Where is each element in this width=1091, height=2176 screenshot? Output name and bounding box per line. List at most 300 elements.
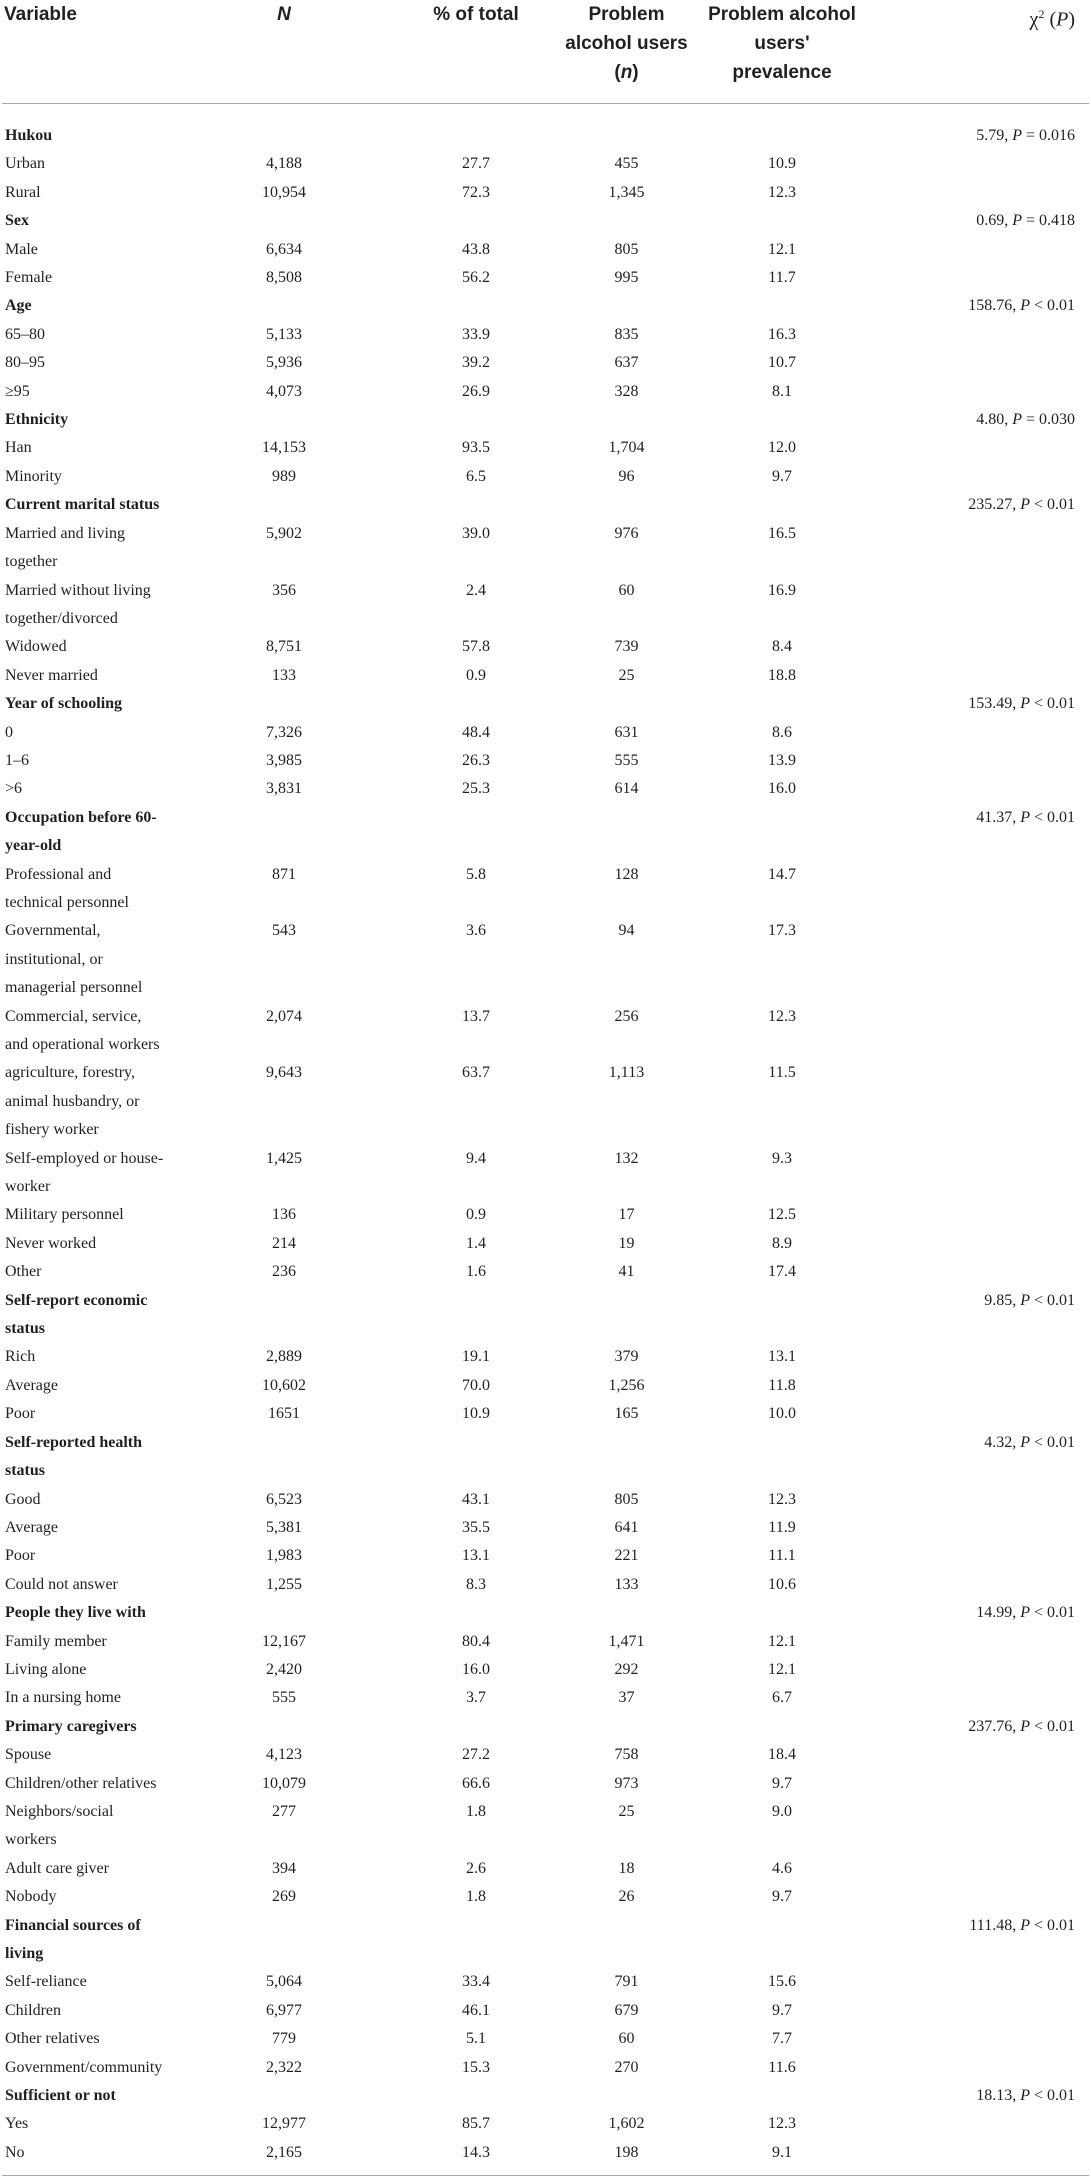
- group-row: [2, 804, 1089, 861]
- cell-prevalence: 12.3: [768, 1490, 796, 1508]
- table-row: [2, 1770, 1089, 1798]
- empty-cell: [702, 2082, 862, 2110]
- cell-chi: [862, 747, 1089, 775]
- cell-chi: [862, 1486, 1089, 1514]
- cell-prevalence: 7.7: [772, 2030, 792, 2048]
- cell-chi: [862, 2054, 1089, 2082]
- group-row: [2, 2082, 1089, 2110]
- empty-cell: [401, 2082, 551, 2110]
- cell-chi: [862, 577, 1089, 634]
- cell-users: 379: [614, 1348, 639, 1366]
- row-label: Poor: [5, 1547, 36, 1565]
- empty-cell: [702, 207, 862, 235]
- cell-pct: 6.5: [466, 467, 486, 485]
- cell-n: 3,831: [266, 780, 302, 798]
- cell-users: 1,345: [608, 183, 645, 201]
- cell-users: 1,602: [608, 2115, 645, 2133]
- table-row: [2, 861, 1089, 918]
- cell-prevalence: 9.3: [772, 1149, 792, 1167]
- cell-pct: 39.2: [462, 354, 490, 372]
- empty-cell: [551, 2082, 702, 2110]
- row-label: Governmental, institutional, or managerial personnel: [5, 922, 143, 997]
- cell-users: 1,113: [608, 1064, 645, 1082]
- cell-prevalence: 9.7: [772, 1774, 792, 1792]
- cell-chi: [862, 463, 1089, 491]
- cell-chi: [862, 1400, 1089, 1428]
- cell-prevalence: 8.4: [772, 638, 792, 656]
- empty-cell: [551, 491, 702, 519]
- table-row: [2, 633, 1089, 661]
- cell-n: 1,983: [266, 1547, 302, 1565]
- cell-users: 614: [614, 780, 639, 798]
- table-row: [2, 2139, 1089, 2176]
- table-row: [2, 747, 1089, 775]
- cell-users: 132: [614, 1149, 639, 1167]
- cell-prevalence: 12.5: [768, 1206, 796, 1224]
- row-label: Urban: [5, 155, 45, 173]
- cell-n: 5,133: [266, 325, 302, 343]
- row-label: Adult care giver: [5, 1859, 109, 1877]
- cell-prevalence: 12.3: [768, 1007, 796, 1025]
- empty-cell: [401, 1429, 551, 1486]
- cell-chi: [862, 917, 1089, 1002]
- cell-users: 835: [614, 325, 639, 343]
- group-chi-square: 9.85, P < 0.01: [984, 1291, 1075, 1309]
- empty-cell: [551, 1429, 702, 1486]
- empty-cell: [167, 406, 401, 434]
- cell-pct: 1.8: [466, 1888, 486, 1906]
- cell-n: 5,381: [266, 1518, 302, 1536]
- row-label: No: [2, 2139, 167, 2176]
- group-name: Year of schooling: [5, 695, 123, 713]
- empty-cell: [167, 690, 401, 718]
- empty-cell: [551, 122, 702, 150]
- cell-chi: [862, 150, 1089, 178]
- cell-n: 2,074: [266, 1007, 302, 1025]
- cell-n: 543: [272, 922, 296, 940]
- group-name: Hukou: [5, 127, 53, 144]
- row-label: Minority: [5, 467, 62, 485]
- cell-prevalence: 6.7: [772, 1689, 792, 1707]
- cell-users: 37: [618, 1689, 635, 1707]
- cell-pct: 10.9: [462, 1405, 490, 1423]
- cell-pct: 43.1: [462, 1490, 490, 1508]
- cell-pct: 19.1: [462, 1348, 490, 1366]
- group-chi-square: 4.80, P = 0.030: [976, 411, 1075, 429]
- table-row: [2, 349, 1089, 377]
- cell-prevalence: 10.6: [768, 1575, 796, 1593]
- empty-cell: [167, 207, 401, 235]
- cell-chi: [862, 1258, 1089, 1286]
- group-chi-square: 111.48, P < 0.01: [969, 1916, 1075, 1934]
- table-row: [2, 1798, 1089, 1855]
- cell-chi: [862, 378, 1089, 406]
- row-label: Other relatives: [5, 2030, 100, 2048]
- row-label: Other: [5, 1263, 42, 1281]
- cell-chi: [862, 236, 1089, 264]
- cell-pct: 5.8: [466, 865, 486, 883]
- cell-users: 679: [614, 2001, 639, 2019]
- cell-n: 136: [272, 1206, 296, 1224]
- cell-chi: [862, 1003, 1089, 1060]
- cell-pct: 80.4: [462, 1632, 490, 1650]
- cell-n: 1651: [268, 1405, 300, 1423]
- table-row: [2, 1542, 1089, 1570]
- group-row: [2, 1713, 1089, 1741]
- row-label: 80–95: [5, 354, 45, 372]
- group-name: People they live with: [5, 1604, 146, 1622]
- empty-cell: [702, 1429, 862, 1486]
- cell-chi: [862, 662, 1089, 690]
- cell-pct: 9.4: [466, 1149, 486, 1167]
- cell-chi: [862, 1656, 1089, 1684]
- row-label: ≥95: [5, 382, 30, 400]
- cell-chi: [862, 2139, 1089, 2176]
- empty-cell: [702, 804, 862, 861]
- table-row: [2, 1059, 1089, 1144]
- cell-n: 1,425: [266, 1149, 302, 1167]
- cell-chi: [862, 2025, 1089, 2053]
- cell-n: 2,322: [266, 2058, 302, 2076]
- empty-cell: [167, 491, 401, 519]
- cell-prevalence: 9.7: [772, 2001, 792, 2019]
- cell-users: 805: [614, 240, 639, 258]
- cell-users: 25: [618, 666, 635, 684]
- table-row: [2, 236, 1089, 264]
- cell-prevalence: 18.4: [768, 1746, 796, 1764]
- cell-prevalence: 11.7: [768, 269, 796, 287]
- cell-pct: 13.7: [462, 1007, 490, 1025]
- empty-cell: [702, 491, 862, 519]
- table-row: [2, 719, 1089, 747]
- empty-cell: [551, 690, 702, 718]
- table-row: [2, 775, 1089, 803]
- group-name: Financial sources of living: [5, 1916, 141, 1962]
- group-name: Sex: [5, 212, 29, 230]
- cell-prevalence: 9.7: [772, 467, 792, 485]
- row-label: Female: [5, 269, 53, 287]
- cell-n: 1,255: [266, 1575, 302, 1593]
- cell-prevalence: 8.9: [772, 1234, 792, 1252]
- table-row: [2, 1514, 1089, 1542]
- group-chi-square: 5.79, P = 0.016: [976, 127, 1075, 144]
- empty-cell: [167, 1599, 401, 1627]
- row-label: Rural: [5, 183, 41, 201]
- group-name: Sufficient or not: [5, 2087, 116, 2105]
- table-row: [2, 662, 1089, 690]
- cell-chi: [862, 1628, 1089, 1656]
- table-row: [2, 2025, 1089, 2053]
- group-chi-square: 41.37, P < 0.01: [976, 808, 1075, 826]
- cell-n: 2,420: [266, 1660, 302, 1678]
- empty-cell: [401, 1287, 551, 1344]
- empty-cell: [167, 804, 401, 861]
- group-name: Primary caregivers: [5, 1717, 137, 1735]
- group-name: Ethnicity: [5, 411, 69, 429]
- table-row: [2, 1230, 1089, 1258]
- group-name: Age: [5, 297, 32, 315]
- cell-users: 805: [614, 1490, 639, 1508]
- empty-cell: [401, 207, 551, 235]
- cell-pct: 5.1: [466, 2030, 486, 2048]
- cell-prevalence: 17.4: [768, 1263, 796, 1281]
- row-label: Children/other relatives: [5, 1774, 157, 1792]
- cell-chi: [862, 1798, 1089, 1855]
- cell-pct: 63.7: [462, 1064, 490, 1082]
- cell-prevalence: 14.7: [768, 865, 796, 883]
- cell-pct: 57.8: [462, 638, 490, 656]
- empty-cell: [551, 406, 702, 434]
- cell-chi: [862, 1997, 1089, 2025]
- empty-cell: [551, 1912, 702, 1969]
- table-row: [2, 179, 1089, 207]
- row-label: Average: [5, 1518, 58, 1536]
- table-row: [2, 434, 1089, 462]
- table-row: [2, 1656, 1089, 1684]
- cell-users: 133: [614, 1575, 639, 1593]
- cell-prevalence: 12.1: [768, 1632, 796, 1650]
- table-row: [2, 150, 1089, 178]
- cell-users: 26: [618, 1888, 635, 1906]
- group-chi-square: 153.49, P < 0.01: [968, 695, 1075, 713]
- table-row: [2, 1145, 1089, 1202]
- table-row: [2, 1486, 1089, 1514]
- group-name: Occupation before 60-year-old: [5, 808, 157, 855]
- cell-users: 1,256: [608, 1376, 645, 1394]
- spacer-row: [2, 104, 1089, 123]
- table-row: [2, 1258, 1089, 1286]
- table-row: [2, 1571, 1089, 1599]
- cell-users: 60: [618, 2030, 635, 2048]
- empty-cell: [167, 1287, 401, 1344]
- cell-n: 10,079: [262, 1774, 306, 1792]
- cell-prevalence: 9.0: [772, 1802, 792, 1820]
- cell-n: 989: [272, 467, 296, 485]
- cell-chi: [862, 1230, 1089, 1258]
- cell-pct: 3.6: [466, 922, 486, 940]
- row-label: Could not answer: [5, 1575, 118, 1593]
- cell-n: 10,954: [262, 183, 306, 201]
- group-chi-square: 14.99, P < 0.01: [976, 1604, 1075, 1622]
- cell-pct: 26.3: [462, 751, 490, 769]
- table-row: [2, 264, 1089, 292]
- cell-chi: [862, 1372, 1089, 1400]
- cell-prevalence: 12.3: [768, 183, 796, 201]
- cell-prevalence: 16.9: [768, 581, 796, 599]
- cell-pct: 93.5: [462, 439, 490, 457]
- cell-pct: 16.0: [462, 1660, 490, 1678]
- header-prevalence: Problem alcohol users' prevalence: [702, 0, 862, 104]
- cell-chi: [862, 1883, 1089, 1911]
- cell-users: 292: [614, 1660, 639, 1678]
- group-name: Current marital status: [5, 496, 160, 514]
- row-label: Government/community: [5, 2058, 163, 2076]
- cell-pct: 15.3: [462, 2058, 490, 2076]
- empty-cell: [401, 1599, 551, 1627]
- cell-pct: 43.8: [462, 240, 490, 258]
- cell-n: 9,643: [266, 1064, 302, 1082]
- table-row: [2, 1968, 1089, 1996]
- cell-chi: [862, 1684, 1089, 1712]
- empty-cell: [167, 122, 401, 150]
- row-label: Professional and technical personnel: [5, 865, 129, 911]
- cell-n: 871: [272, 865, 296, 883]
- cell-pct: 13.1: [462, 1547, 490, 1565]
- empty-cell: [551, 292, 702, 320]
- table-row: [2, 1400, 1089, 1428]
- cell-pct: 56.2: [462, 269, 490, 287]
- table-row: [2, 520, 1089, 577]
- cell-chi: [862, 633, 1089, 661]
- cell-chi: [862, 179, 1089, 207]
- empty-cell: [702, 406, 862, 434]
- cell-users: 455: [614, 155, 639, 173]
- group-row: [2, 122, 1089, 150]
- cell-prevalence: 12.0: [768, 439, 796, 457]
- cell-prevalence: 11.6: [768, 2058, 796, 2076]
- empty-cell: [401, 122, 551, 150]
- cell-n: 394: [272, 1859, 296, 1877]
- table-row: [2, 917, 1089, 1002]
- group-row: [2, 292, 1089, 320]
- cell-pct: 27.7: [462, 155, 490, 173]
- cell-prevalence: 8.1: [772, 382, 792, 400]
- table-row: [2, 378, 1089, 406]
- group-chi-square: 237.76, P < 0.01: [968, 1717, 1075, 1735]
- cell-n: 8,751: [266, 638, 302, 656]
- cell-prevalence: 13.1: [768, 1348, 796, 1366]
- cell-users: 976: [614, 524, 639, 542]
- cell-pct: 33.9: [462, 325, 490, 343]
- table-header: [2, 0, 1089, 104]
- empty-cell: [551, 1287, 702, 1344]
- row-label: 0: [5, 723, 13, 741]
- spacer-cell: [2, 104, 1089, 123]
- cell-n: 6,977: [266, 2001, 302, 2019]
- group-row: [2, 1287, 1089, 1344]
- row-label: Self-reliance: [5, 1973, 87, 1991]
- cell-users: 995: [614, 269, 639, 287]
- cell-prevalence: 12.1: [768, 240, 796, 258]
- group-row: [2, 207, 1089, 235]
- row-label: Married and living together: [5, 524, 125, 571]
- cell-chi: [862, 520, 1089, 577]
- cell-pct: 35.5: [462, 1518, 490, 1536]
- cell-n: 356: [272, 581, 296, 599]
- cell-pct: 25.3: [462, 780, 490, 798]
- empty-cell: [702, 1287, 862, 1344]
- cell-prevalence: 8.6: [772, 723, 792, 741]
- table-row: [2, 1201, 1089, 1229]
- cell-prevalence: 10.9: [768, 155, 796, 173]
- row-label: In a nursing home: [5, 1689, 121, 1707]
- cell-pct: 33.4: [462, 1973, 490, 1991]
- cell-n: 2,889: [266, 1348, 302, 1366]
- group-name: Self-reported health status: [5, 1433, 143, 1480]
- row-label: Never married: [5, 666, 98, 684]
- cell-chi: [862, 1514, 1089, 1542]
- row-label: Neighbors/social workers: [5, 1802, 114, 1849]
- cell-pct: 46.1: [462, 2001, 490, 2019]
- cell-pct: 1.8: [466, 1802, 486, 1820]
- cell-chi: [862, 1201, 1089, 1229]
- table-row: [2, 2110, 1089, 2138]
- cell-n: 3,985: [266, 751, 302, 769]
- cell-n: 4,123: [266, 1746, 302, 1764]
- group-row: [2, 491, 1089, 519]
- cell-prevalence: 11.1: [768, 1547, 796, 1565]
- cell-users: 641: [614, 1518, 639, 1536]
- cell-users: 165: [614, 1405, 639, 1423]
- table-row: [2, 1997, 1089, 2025]
- table-row: [2, 1628, 1089, 1656]
- cell-chi: [862, 1741, 1089, 1769]
- cell-chi: [862, 775, 1089, 803]
- cell-prevalence: 10.7: [768, 354, 796, 372]
- cell-users: 973: [614, 1774, 639, 1792]
- table-row: [2, 1372, 1089, 1400]
- row-label: 65–80: [5, 325, 45, 343]
- empty-cell: [702, 292, 862, 320]
- empty-cell: [551, 207, 702, 235]
- table-row: [2, 1855, 1089, 1883]
- cell-users: 758: [614, 1746, 639, 1764]
- row-label: Rich: [5, 1348, 36, 1366]
- header-pct: % of total: [401, 0, 551, 104]
- cell-n: 7,326: [266, 723, 302, 741]
- cell-pct: 66.6: [462, 1774, 490, 1792]
- cell-chi: [862, 1770, 1089, 1798]
- row-label: Commercial, service, and operational workers: [5, 1007, 160, 1053]
- table-row: [2, 321, 1089, 349]
- cell-n: 5,064: [266, 1973, 302, 1991]
- group-row: [2, 690, 1089, 718]
- cell-users: 791: [614, 1973, 639, 1991]
- empty-cell: [401, 406, 551, 434]
- cell-n: 133: [272, 666, 296, 684]
- cell-users: 631: [614, 723, 639, 741]
- cell-prevalence: 4.6: [772, 1859, 792, 1877]
- cell-prevalence: 15.6: [768, 1973, 796, 1991]
- cell-n: 5,936: [266, 354, 302, 372]
- cell-pct: 48.4: [462, 723, 490, 741]
- cell-users: 198: [551, 2139, 702, 2176]
- cell-prevalence: 12.3: [768, 2115, 796, 2133]
- cell-n: 779: [272, 2030, 296, 2048]
- cell-prevalence: 13.9: [768, 751, 796, 769]
- cell-n: 5,902: [266, 524, 302, 542]
- empty-cell: [167, 1713, 401, 1741]
- cell-chi: [862, 1571, 1089, 1599]
- cell-prevalence: 16.3: [768, 325, 796, 343]
- cell-pct: 0.9: [466, 666, 486, 684]
- table-row: [2, 463, 1089, 491]
- cell-pct: 85.7: [462, 2115, 490, 2133]
- group-name: Self-report economic status: [5, 1291, 148, 1338]
- cell-n: 12,167: [262, 1632, 306, 1650]
- empty-cell: [702, 1912, 862, 1969]
- empty-cell: [702, 1713, 862, 1741]
- header-n-text: N: [277, 4, 291, 25]
- cell-pct: 3.7: [466, 1689, 486, 1707]
- cell-prevalence: 18.8: [768, 666, 796, 684]
- cell-users: 270: [614, 2058, 639, 2076]
- results-table: [2, 0, 1089, 2176]
- table-body: [2, 104, 1089, 2176]
- cell-users: 94: [618, 922, 635, 940]
- cell-n: 8,508: [266, 269, 302, 287]
- group-row: [2, 406, 1089, 434]
